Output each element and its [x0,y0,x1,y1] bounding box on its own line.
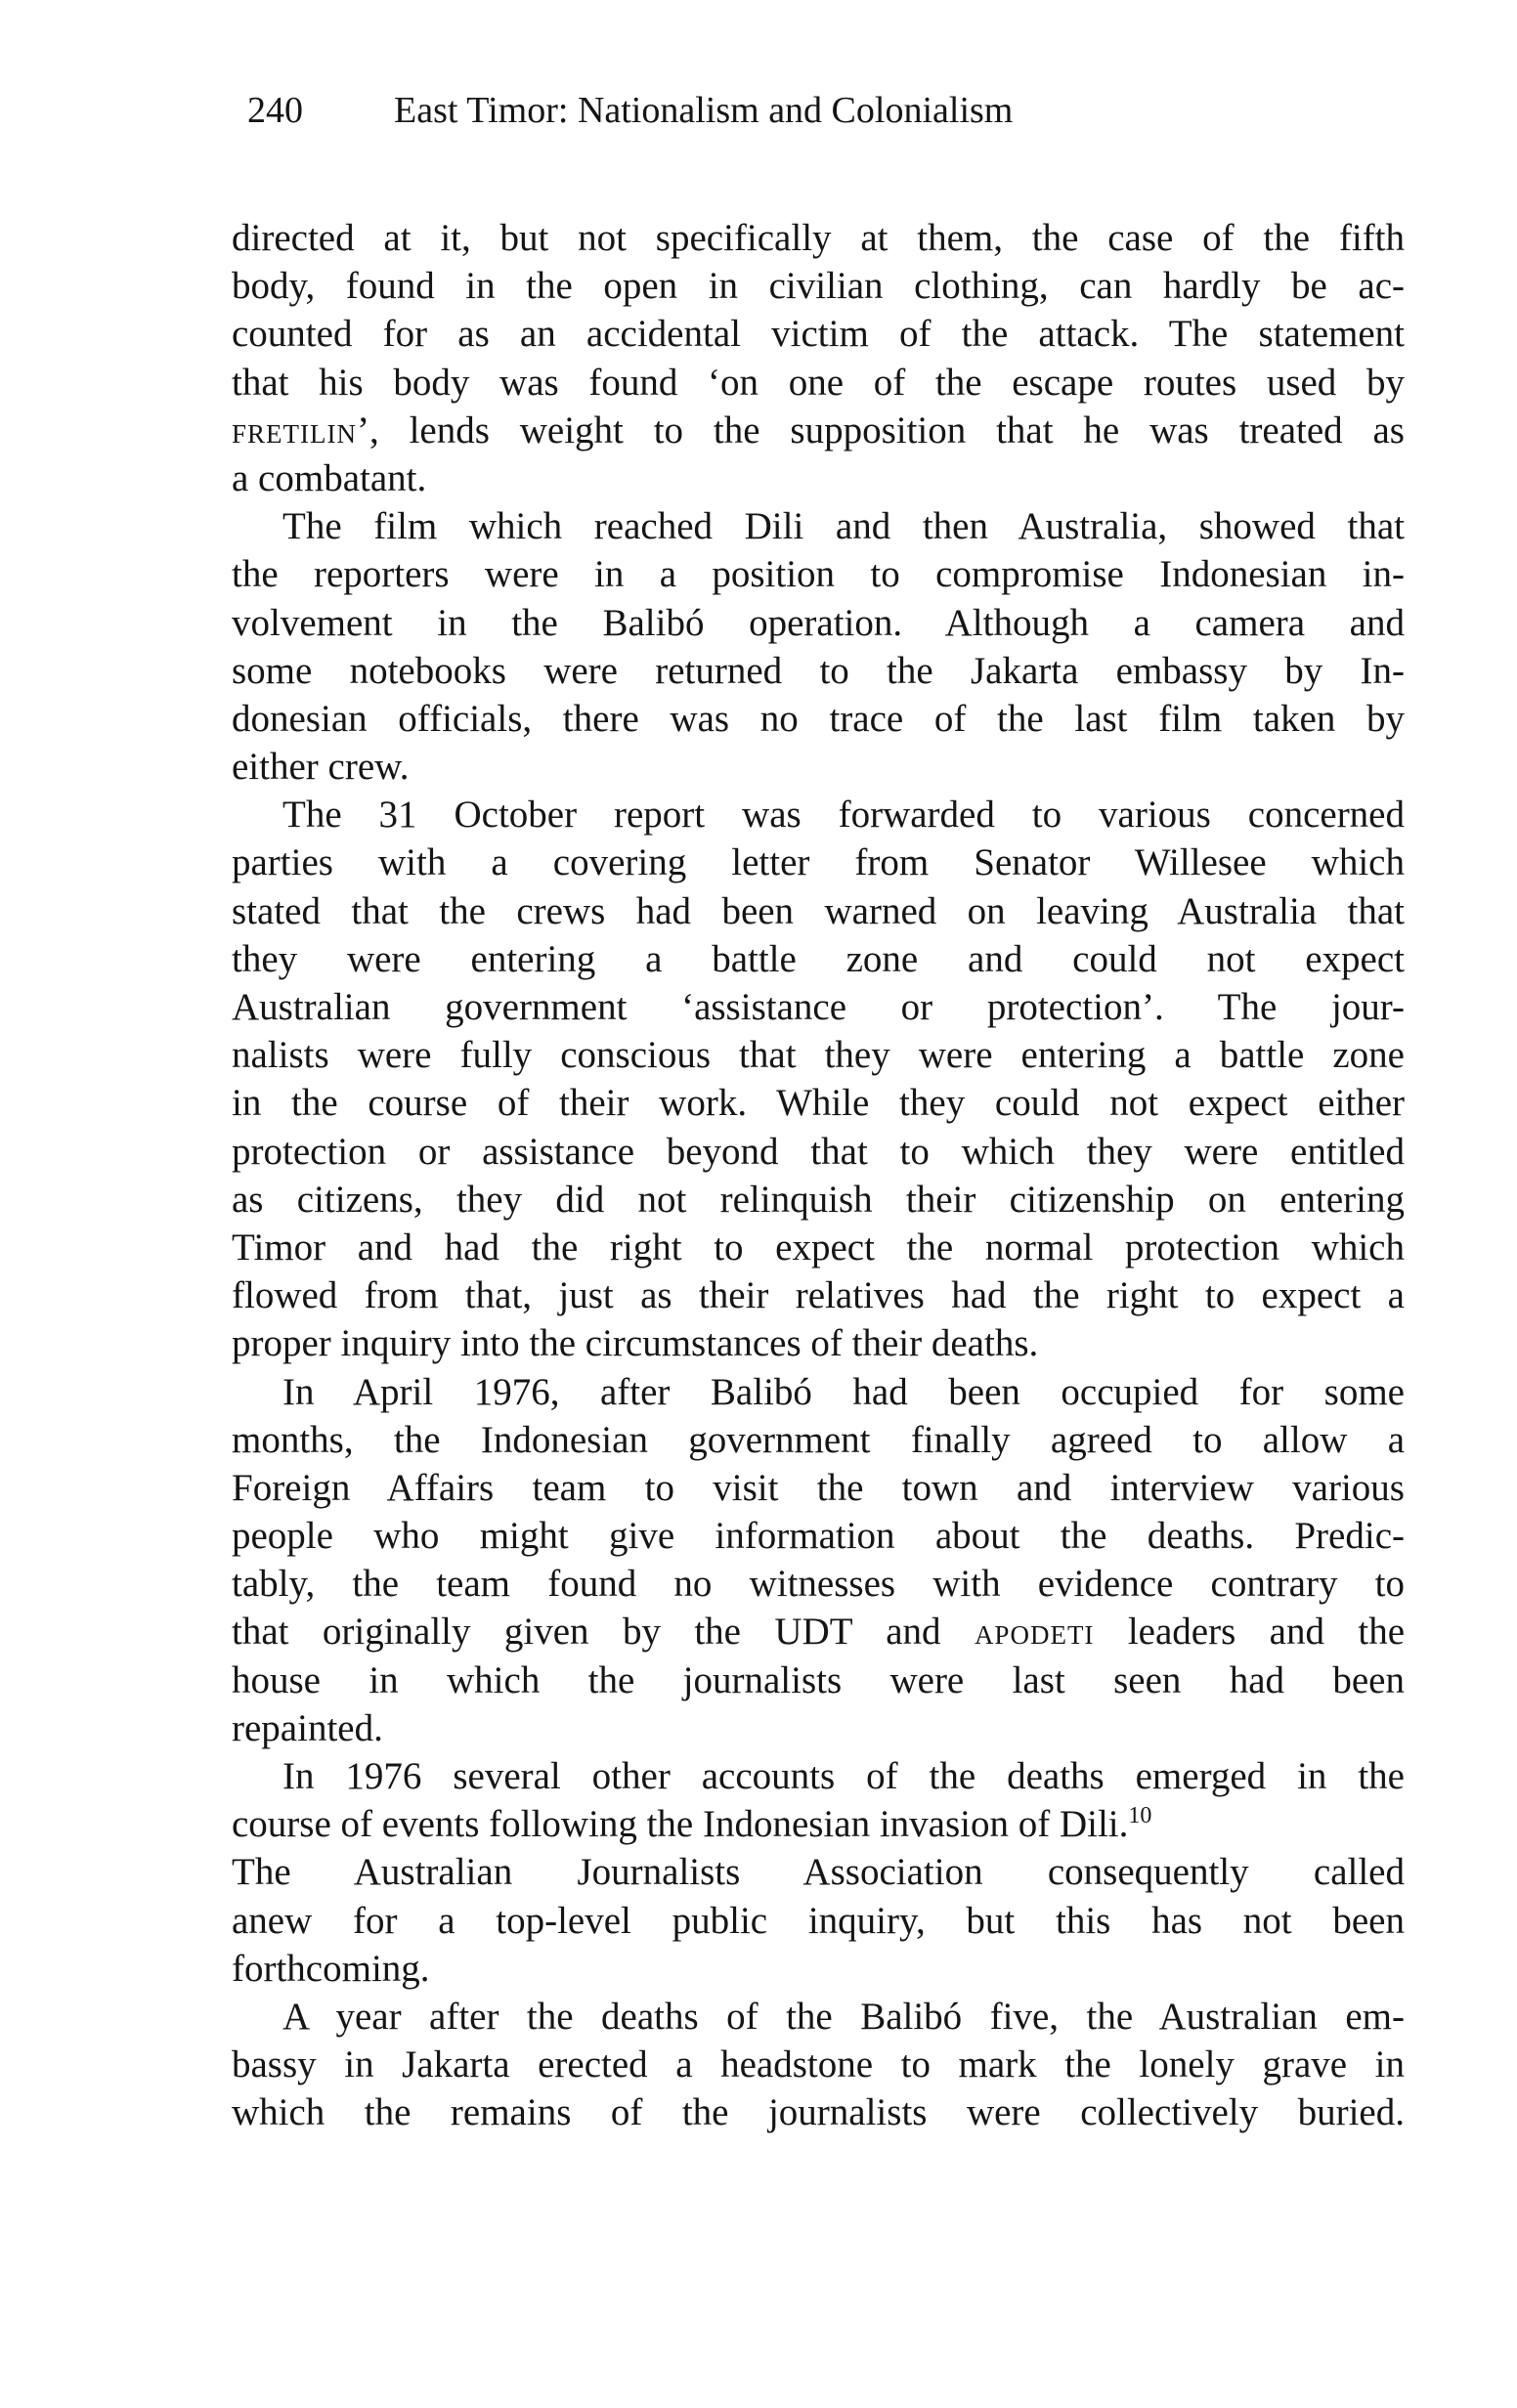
paragraph-3 [232,791,1405,1367]
text-line: the reporters were in a position to compromise Indonesian in- [232,553,1405,596]
text-line: stated that the crews had been warned on leaving Australia that [232,889,1405,932]
text-line: The 31 October report was forwarded to various concerned [282,794,1405,837]
paragraph-4 [232,1368,1405,1753]
text-line: parties with a covering letter from Senator Willesee which [232,841,1405,884]
text-line: anew for a top-level public inquiry, but this has not been [232,1899,1405,1942]
text-line: in the course of their work. While they could not expect either [232,1082,1405,1125]
text-line: The Australian Journalists Association consequently called [232,1851,1405,1894]
text-line: fretilin’, lends weight to the supposition that he was treated as [232,408,1405,452]
text-line: donesian officials, there was no trace of the last film taken by [232,697,1405,740]
body-text [232,214,1405,2137]
text-line: bassy in Jakarta erected a headstone to mark the lonely grave in [232,2043,1405,2086]
text-line: Foreign Affairs team to visit the town and interview various [232,1466,1405,1509]
text-line: which the remains of the journalists were collectively buried. [232,2091,1405,2134]
text-line: In April 1976, after Balibó had been occupied for some [282,1370,1405,1413]
text-line: proper inquiry into the circumstances of their deaths. [232,1322,1039,1365]
text-line: people who might give information about the deaths. Predic- [232,1515,1405,1558]
text-line: a combatant. [232,456,427,499]
text-line: repainted. [232,1706,383,1749]
text-line: months, the Indonesian government finally agreed to allow a [232,1418,1405,1461]
text-line: In 1976 several other accounts of the deaths emerged in the [282,1755,1405,1797]
text-line: Timor and had the right to expect the normal protection which [232,1226,1405,1268]
text-line: volvement in the Balibó operation. Although a camera and [232,601,1405,644]
text-line: counted for as an accidental victim of the attack. The statement [232,313,1405,356]
page-number: 240 [247,90,303,131]
acronym: fretilin [232,408,357,452]
acronym: apodeti [974,1611,1095,1654]
text-line: tably, the team found no witnesses with evidence contrary to [232,1563,1405,1606]
running-head [247,86,1420,135]
text-line: they were entering a battle zone and could not expect [232,937,1405,980]
text-line: forthcoming. [232,1947,430,1990]
text-line: protection or assistance beyond that to which they were entitled [232,1130,1405,1173]
paragraph-5 [232,1752,1405,1993]
text-line-content: course of events following the Indonesian invasion of Dili. [232,1803,1129,1846]
text-line: directed at it, but not specifically at them, the case of the fifth [232,217,1405,259]
footnote-marker: 10 [1128,1803,1152,1829]
running-title: East Timor: Nationalism and Colonialism [394,90,1014,131]
text-line [232,1800,1405,1848]
text-line: Australian government ‘assistance or protection’. The jour- [232,986,1405,1028]
text-line: A year after the deaths of the Balibó five, the Australian em- [282,1995,1405,2038]
text-line: that originally given by the UDT and apodeti leaders and the [232,1611,1406,1654]
text-line: that his body was found ‘on one of the escape routes used by [232,361,1405,404]
text-line: some notebooks were returned to the Jakarta embassy by In- [232,649,1405,692]
text-line: body, found in the open in civilian clothing, can hardly be ac- [232,265,1405,308]
text-line: flowed from that, just as their relatives had the right to expect a [232,1274,1405,1317]
text-line: The film which reached Dili and then Australia, showed that [282,505,1405,548]
paragraph-6 [232,1993,1405,2137]
text-line: as citizens, they did not relinquish their citizenship on entering [232,1178,1405,1221]
text-line: house in which the journalists were last seen had been [232,1658,1405,1701]
text-line: either crew. [232,746,410,789]
paragraph-1 [232,214,1405,502]
paragraph-2 [232,502,1405,791]
text-line: nalists were fully conscious that they were entering a battle zone [232,1034,1405,1077]
